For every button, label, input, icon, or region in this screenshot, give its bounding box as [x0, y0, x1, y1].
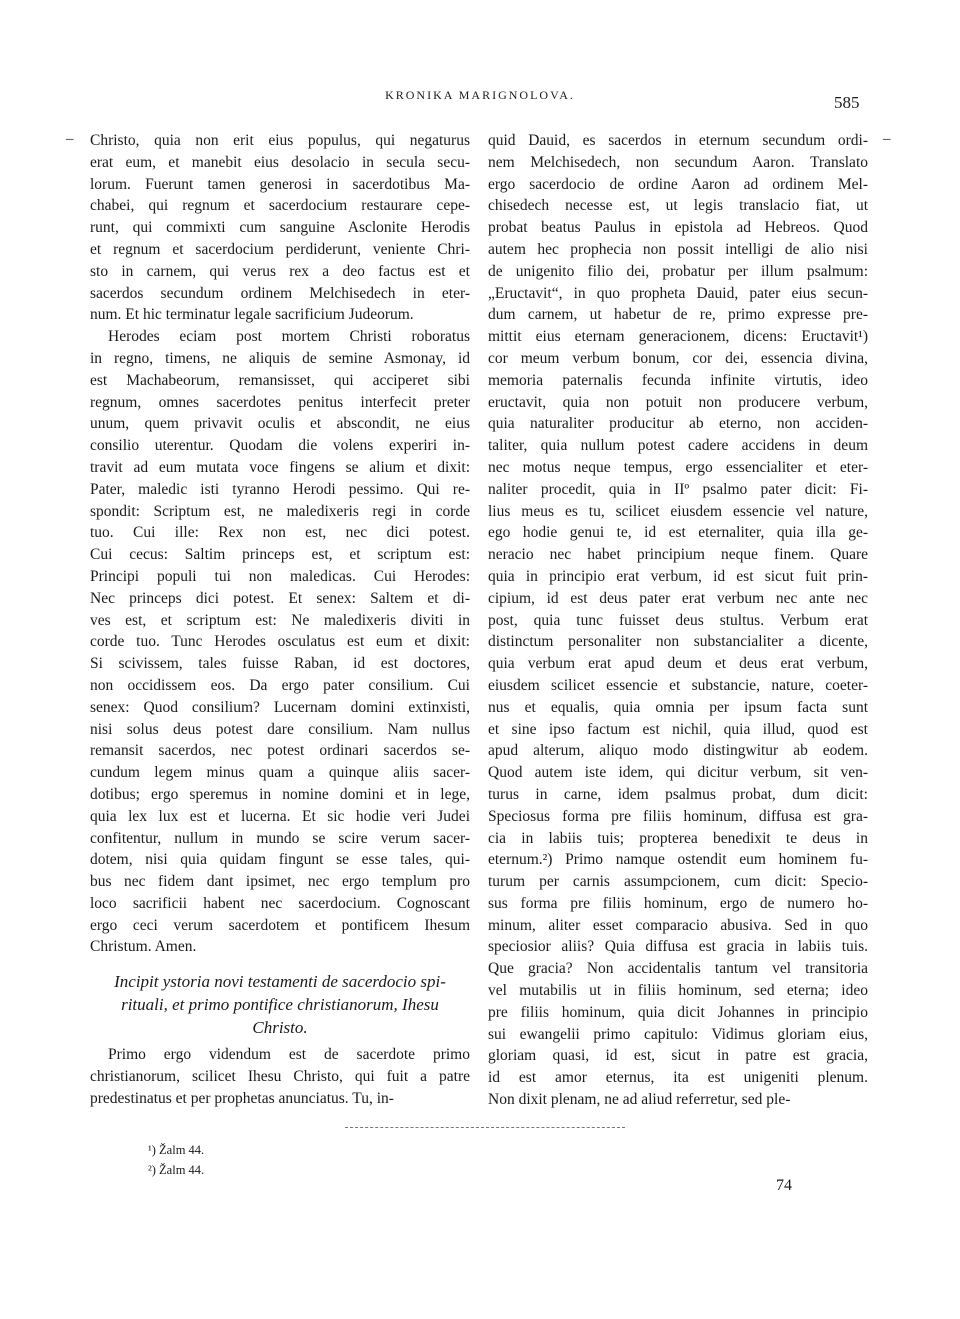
text-line: quia lex lux est et lucerna. Et sic hodie veri Judei: [90, 807, 470, 825]
text-line: travit ad eum mutata voce fingens se alium et dixit:: [90, 458, 470, 476]
text-line: unum, quem privavit oculis et abscondit, ne eius: [90, 415, 470, 433]
text-line: id est amor eternus, ita est unigeniti plenum.: [488, 1069, 868, 1087]
text-line: Non dixit plenam, ne ad aliud referretur, sed ple-: [488, 1091, 791, 1109]
section-heading: [90, 970, 470, 1039]
text-line: lorum. Fuerunt tamen generosi in sacerdotibus Ma-: [90, 175, 470, 193]
text-line: quid Dauid, es sacerdos in eternum secundum ordi-: [488, 132, 868, 149]
text-line: eiusdem scilicet essencie et substancie, nature, coeter-: [488, 676, 868, 694]
text-line: minum, aliter esset comparacio abusiva. Sed in quo: [488, 916, 868, 934]
text-line: nec motus neque tempus, ergo essencialiter et eter-: [488, 458, 868, 476]
text-line: dum carnem, ut habetur de re, primo expresse pre-: [488, 306, 868, 324]
text-line: Primo ergo videndum est de sacerdote primo: [108, 1046, 470, 1063]
text-line: vel mutabilis ut in filiis hominum, sed eterna; ideo: [488, 982, 868, 1000]
text-line: probat beatus Paulus in epistola ad Hebreos. Quod: [488, 219, 868, 237]
text-line: Quod autem iste idem, qui dicitur verbum, sit ven-: [488, 764, 868, 782]
heading-line: Incipit ystoria novi testamenti de sacerdocio spi-: [114, 972, 446, 991]
margin-mark-left: –: [66, 131, 74, 147]
text-line: de unigenito filio dei, probatur per illum psalmum:: [488, 262, 868, 280]
text-line: quia verbum erat apud deum et deus erat verbum,: [488, 655, 868, 673]
heading-line: Christo.: [252, 1018, 308, 1037]
footnotes: [148, 1140, 204, 1180]
text-line: Que gracia? Non accidentalis tantum vel transitoria: [488, 960, 868, 978]
footnote-rule: [345, 1127, 625, 1128]
text-line: sus forma pre filiis hominum, ergo de numero ho-: [488, 894, 868, 912]
text-line: memoria paternalis fecunda infinite virtutis, ideo: [488, 371, 868, 389]
text-line: senex: Quod consilium? Lucernam domini extinxisti,: [90, 698, 470, 716]
running-header: KRONIKA MARIGNOLOVA.: [385, 88, 575, 102]
text-line: ves est, et scriptum est: Ne maledixeris diviti in: [90, 611, 470, 629]
text-line: „Eructavit“, in quo propheta Dauid, pater eius secun-: [488, 284, 868, 302]
text-line: confitentur, nullum in mundo se scire verum sacer-: [90, 829, 470, 847]
text-line: christianorum, scilicet Ihesu Christo, qui fuit a patre: [90, 1067, 470, 1085]
text-line: tuo. Cui ille: Rex non est, nec dici potest.: [90, 524, 470, 542]
text-line: consilio uterentur. Quodam die volens experiri in-: [90, 437, 470, 455]
text-line: in regno, timens, ne aliquis de semine Asmonay, id: [90, 349, 470, 367]
text-line: turus in carne, idem psalmus probat, dum dicit:: [488, 785, 868, 803]
text-line: Christo, quia non erit eius populus, qui negaturus: [90, 132, 470, 149]
text-line: Nec princeps dici potest. Et senex: Saltem et di-: [90, 589, 470, 607]
text-line: neracio nec habet principium neque finem. Quare: [488, 546, 868, 564]
text-line: taliter, quia nullum potest cadere accidens in deum: [488, 437, 868, 455]
signature-mark: 74: [776, 1177, 792, 1194]
text-line: autem hec prophecia non possit intelligi de alio nisi: [488, 240, 868, 258]
text-line: Herodes eciam post mortem Christi roboratus: [108, 328, 470, 346]
footnote: ¹) Žalm 44.: [148, 1143, 205, 1157]
text-line: Si scivissem, tales fuisse Raban, id est doctores,: [90, 655, 470, 673]
text-line: distinctum personaliter non substancialiter a dicente,: [488, 633, 868, 651]
text-line: turum per carnis assumpcionem, cum dicit: Specio-: [488, 873, 868, 891]
text-line: eternum.²) Primo namque ostendit eum hominem fu-: [488, 851, 868, 869]
text-line: quia in principio erat verbum, id est sicut fuit prin-: [488, 567, 868, 585]
text-line: num. Et hic terminatur legale sacrificium Judeorum.: [90, 306, 414, 324]
text-line: apud alterum, aliquo modo distingwitur ab eodem.: [488, 742, 868, 760]
text-line: mittit eius eternam generacionem, dicens: Eructavit¹): [488, 328, 868, 346]
text-line: naliter procedit, quia in IIº psalmo pater dicit: Fi-: [488, 480, 868, 498]
text-line: runt, qui commixti cum sanguine Asclonite Herodis: [90, 219, 470, 237]
text-line: dotem, nisi quia quidam fingunt se esse tales, qui-: [90, 851, 470, 869]
text-line: ergo sacerdocio de ordine Aaron ad ordinem Mel-: [488, 175, 868, 193]
text-line: nus et equalis, quia omnia per ipsum facta sunt: [488, 698, 868, 716]
text-line: Principi populi tui non maledicas. Cui Herodes:: [90, 567, 470, 585]
text-line: speciosior aliis? Quia diffusa est gracia in labiis tuis.: [488, 938, 868, 956]
text-line: cia in labiis tuis; propterea benedixit te deus in: [488, 829, 868, 847]
page-number: 585: [834, 93, 860, 112]
text-line: lius meus es tu, scilicet eiusdem essencie vel nature,: [488, 502, 868, 520]
text-line: nisi solus deus potest dare consilium. Nam nullus: [90, 720, 470, 738]
heading-line: rituali, et primo pontifice christianorum, Ihesu: [121, 995, 439, 1014]
text-line: chisedech necesse est, ut legis translacio fiat, ut: [488, 197, 868, 215]
text-line: chabei, qui regnum et sacerdocium restaurare cepe-: [90, 197, 470, 215]
margin-mark-right: –: [883, 131, 891, 147]
text-line: sacerdos secundum ordinem Melchisedech in eter-: [90, 284, 470, 302]
text-line: quia naturaliter producitur ab eterno, non acciden-: [488, 415, 868, 433]
text-line: nem Melchisedech, non secundum Aaron. Translato: [488, 153, 868, 171]
text-line: erat eum, et manebit eius desolacio in secula secu-: [90, 153, 470, 171]
text-line: Speciosus forma pre filiis hominum, diffusa est gra-: [488, 807, 868, 825]
text-line: predestinatus et per prophetas anunciatus. Tu, in-: [90, 1089, 394, 1107]
right-column: [488, 130, 868, 1111]
text-line: bus nec fidem dant ipsimet, nec ergo templum pro: [90, 873, 470, 891]
text-line: corde tuo. Tunc Herodes osculatus est eum et dixit:: [90, 633, 470, 651]
text-line: et regnum et sacerdocium perdiderunt, veniente Chri-: [90, 240, 470, 258]
text-line: Christum. Amen.: [90, 938, 197, 956]
text-line: et sine ipso factum est nichil, quia illud, quod est: [488, 720, 868, 738]
text-line: ergo ceci verum sacerdotem et pontificem Ihesum: [90, 916, 470, 934]
text-line: remansit sacerdos, nec potest ordinari sacerdos se-: [90, 742, 470, 760]
text-line: loco sacrificii habent nec sacerdocium. Cognoscant: [90, 894, 470, 912]
left-column-continuation: [90, 1044, 470, 1109]
text-line: sto in carnem, qui verus rex a deo factus est et: [90, 262, 470, 280]
left-column: [90, 130, 470, 958]
text-line: gloriam quasi, id est, sicut in patre est gracia,: [488, 1047, 868, 1065]
footnote: ²) Žalm 44.: [148, 1163, 205, 1177]
text-line: spondit: Scriptum est, ne maledixeris regi in corde: [90, 502, 470, 520]
text-line: Cui cecus: Saltim princeps est, et scriptum est:: [90, 546, 470, 564]
text-line: pre filiis hominum, quia dicit Johannes in principio: [488, 1003, 868, 1021]
text-line: est Machabeorum, remansisset, qui acciperet sibi: [90, 371, 470, 389]
text-line: non occidissem eos. Da ergo pater consilium. Cui: [90, 676, 470, 694]
text-line: ego hodie genui te, id est eternaliter, quia illa ge-: [488, 524, 868, 542]
text-line: cundum legem minus quam a quinque aliis sacer-: [90, 764, 470, 782]
text-line: cipium, id est deus pater erat verbum nec ante nec: [488, 589, 868, 607]
text-line: eructavit, quia non potuit non producere verbum,: [488, 393, 868, 411]
text-line: post, quia tunc fuisset deus stultus. Verbum erat: [488, 611, 868, 629]
text-line: dotibus; ergo speremus in nomine domini et in lege,: [90, 785, 470, 803]
text-line: Pater, maledic isti tyranno Herodi pessimo. Qui re-: [90, 480, 470, 498]
text-line: regnum, omnes sacerdotes penitus interfecit preter: [90, 393, 470, 411]
text-line: sui ewangelii primo capitulo: Vidimus gloriam eius,: [488, 1025, 868, 1043]
text-line: cor meum verbum bonum, cor dei, essencia divina,: [488, 349, 868, 367]
